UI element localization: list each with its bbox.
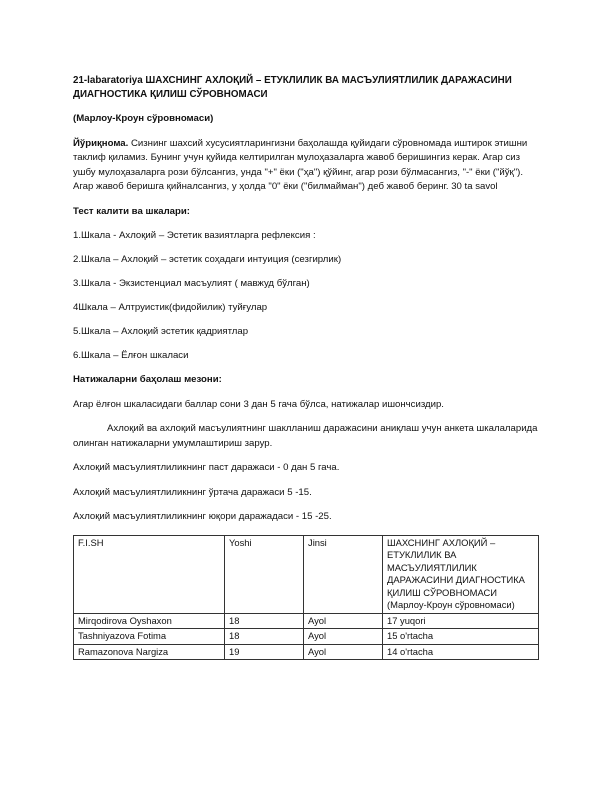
table-row bbox=[74, 644, 539, 660]
instruction-label: Йўриқнома. bbox=[73, 137, 129, 149]
level-medium: Ахлоқий масъулиятлиликнинг ўртача даражаси 5 -15. bbox=[73, 486, 312, 498]
document-subtitle: (Марлоу-Кроун сўровномаси) bbox=[73, 113, 214, 124]
table-row bbox=[74, 613, 539, 629]
header-result: ШАХСНИНГ АХЛОҚИЙ – ЕТУКЛИЛИК ВА МАСЪУЛИЯТЛИЛИК ДАРАЖАСИНИ ДИАГНОСТИКА ҚИЛИШ СЎРОВНОМАСИ (Марлоу-Кроун сўровномаси) bbox=[383, 535, 539, 613]
cell-gender: Ayol bbox=[304, 629, 383, 645]
table-header-row bbox=[74, 535, 539, 613]
cell-gender: Ayol bbox=[304, 613, 383, 629]
cell-result: 14 o'rtacha bbox=[383, 644, 539, 660]
document-page bbox=[73, 74, 539, 660]
cell-result: 15 o'rtacha bbox=[383, 629, 539, 645]
scale-item: 4Шкала – Алтруистик(фидойилик) туйғулар bbox=[73, 302, 268, 313]
cell-result: 17 yuqori bbox=[383, 613, 539, 629]
results-table bbox=[73, 535, 539, 661]
scale-item: 5.Шкала – Ахлоқий эстетик қадриятлар bbox=[73, 326, 249, 337]
scale-item: 2.Шкала – Ахлоқий – эстетик соҳадаги интуиция (сезгирлик) bbox=[73, 254, 342, 265]
header-age: Yoshi bbox=[225, 535, 304, 613]
cell-gender: Ayol bbox=[304, 644, 383, 660]
table-row bbox=[74, 629, 539, 645]
level-high: Ахлоқий масъулиятлиликнинг юқори даражадаси - 15 -25. bbox=[73, 511, 332, 522]
cell-age: 18 bbox=[225, 613, 304, 629]
document-title: 21-labaratoriya ШАХСНИНГ АХЛОҚИЙ – ЕТУКЛИЛИК ВА МАСЪУЛИЯТЛИЛИК ДАРАЖАСИНИ ДИАГНОСТИКА ҚИЛИШ СЎРОВНОМАСИ bbox=[73, 75, 512, 100]
header-gender: Jinsi bbox=[304, 535, 383, 613]
cell-name: Tashniyazova Fotima bbox=[74, 629, 225, 645]
cell-name: Ramazonova Nargiza bbox=[74, 644, 225, 660]
cell-age: 18 bbox=[225, 629, 304, 645]
instruction-text: Сизнинг шахсий хусусиятларингизни баҳолашда қуйидаги сўровномада иштирок этишни таклиф қиламиз. Бунинг учун қуйида келтирилган мулоҳазаларга жавоб беришингиз керак. Агар сиз ушбу мулоҳазаларга рози бўлсангиз, унда "+" ёки ("ҳа") қўйинг, агар рози бўлмасангиз, "-" ёки ("йўқ"). Агар жавоб беришга қийналсангиз, у ҳолда "0" ёки ("билмайман") деб жавоб беринг. 30 ta savol bbox=[73, 137, 528, 192]
cell-age: 19 bbox=[225, 644, 304, 660]
header-name: F.I.SH bbox=[74, 535, 225, 613]
scale-item: 3.Шкала - Экзистенциал масъулият ( мавжуд бўлган) bbox=[73, 278, 310, 289]
scale-item: 1.Шкала - Ахлоқий – Эстетик вазиятларга рефлексия : bbox=[73, 230, 316, 241]
criteria-text: Агар ёлғон шкаласидаги баллар сони 3 дан 5 гача бўлса, натижалар ишончсиздир. bbox=[73, 398, 444, 410]
criteria-heading: Натижаларни баҳолаш мезони: bbox=[73, 374, 222, 385]
scale-item: 6.Шкала – Ёлғон шкаласи bbox=[73, 350, 189, 361]
instruction-paragraph bbox=[73, 137, 539, 195]
summary-text: Ахлоқий ва ахлоқий масъулиятнинг шаклланиш даражасини аниқлаш учун анкета шкалаларида олинган натижаларни умумлаштириш зарур. bbox=[73, 423, 538, 449]
cell-name: Mirqodirova Oyshaxon bbox=[74, 613, 225, 629]
key-heading: Тест калити ва шкалари: bbox=[73, 205, 190, 217]
level-low: Ахлоқий масъулиятлиликнинг паст даражаси - 0 дан 5 гача. bbox=[73, 462, 340, 473]
